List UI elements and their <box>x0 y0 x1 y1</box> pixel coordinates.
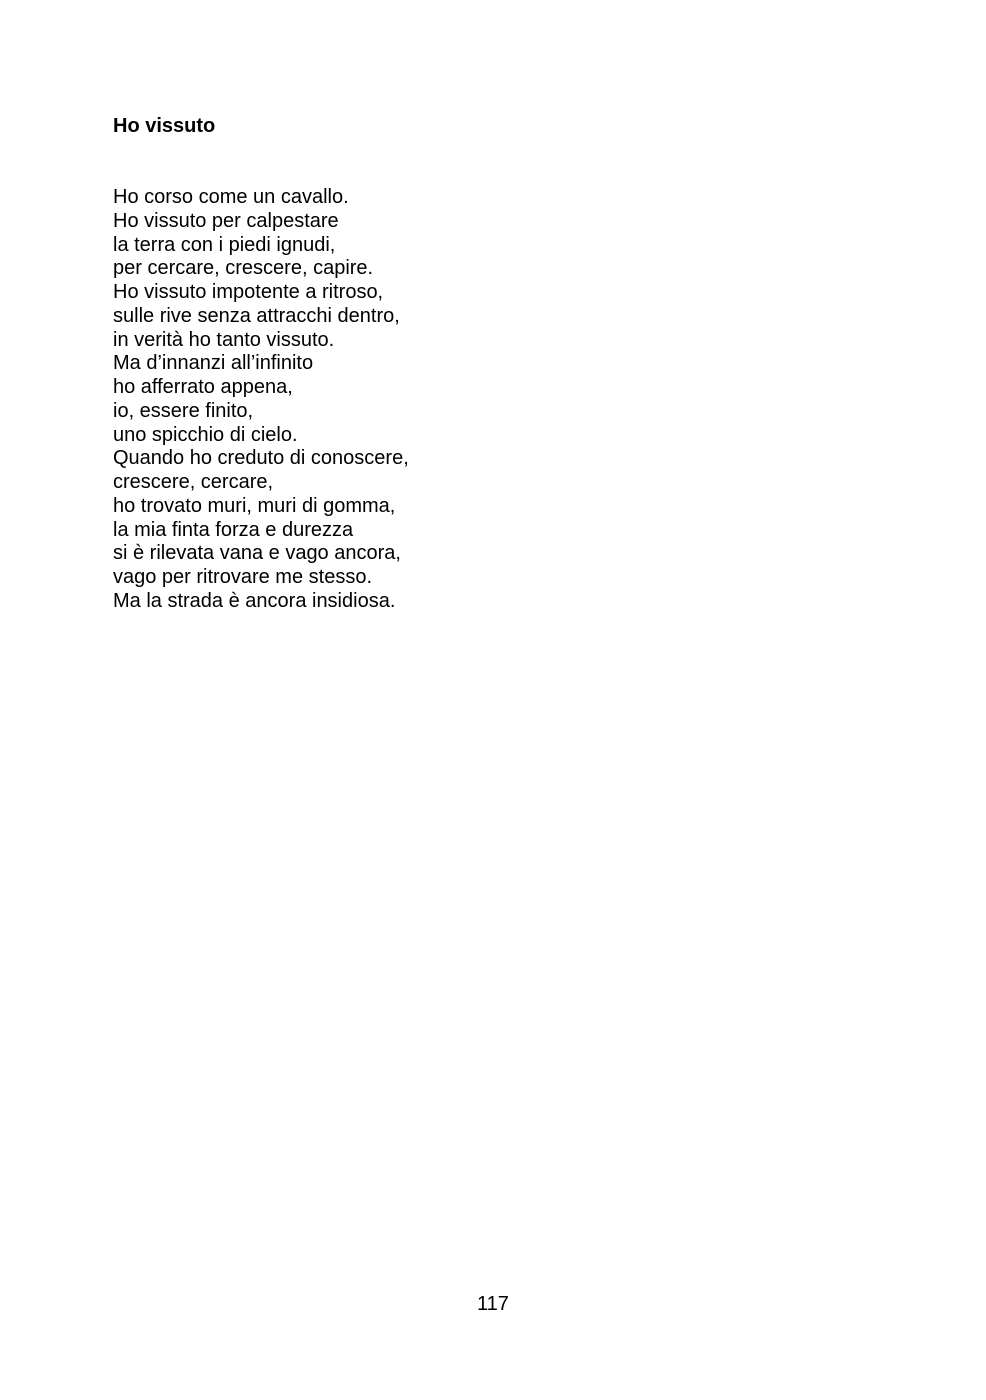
poem-line: ho afferrato appena, <box>113 376 293 398</box>
poem-line: in verità ho tanto vissuto. <box>113 328 335 351</box>
poem-line: Ho vissuto impotente a ritroso, <box>113 281 384 303</box>
poem-line: la terra con i piedi ignudi, <box>113 233 336 256</box>
poem-line: io, essere finito, <box>113 399 254 422</box>
poem-line: Ma d’innanzi all’infinito <box>113 352 314 375</box>
poem-line: crescere, cercare, <box>113 471 274 493</box>
poem-title: Ho vissuto <box>113 115 216 137</box>
poem-line: Ho corso come un cavallo. <box>113 186 349 208</box>
poem-line: per cercare, crescere, capire. <box>113 257 374 280</box>
poem-line: Quando ho creduto di conoscere, <box>113 447 409 470</box>
page-number: 117 <box>477 1293 509 1315</box>
poem-line: ho trovato muri, muri di gomma, <box>113 494 396 517</box>
poem-line: vago per ritrovare me stesso. <box>113 566 372 588</box>
poem-line: si è rilevata vana e vago ancora, <box>113 542 401 565</box>
poem-line: uno spicchio di cielo. <box>113 423 298 446</box>
poem-body <box>113 186 409 614</box>
poem-line: Ho vissuto per calpestare <box>113 209 339 232</box>
poem-line: la mia finta forza e durezza <box>113 518 354 541</box>
poem-line: Ma la strada è ancora insidiosa. <box>113 589 396 612</box>
poem-line: sulle rive senza attracchi dentro, <box>113 304 400 327</box>
